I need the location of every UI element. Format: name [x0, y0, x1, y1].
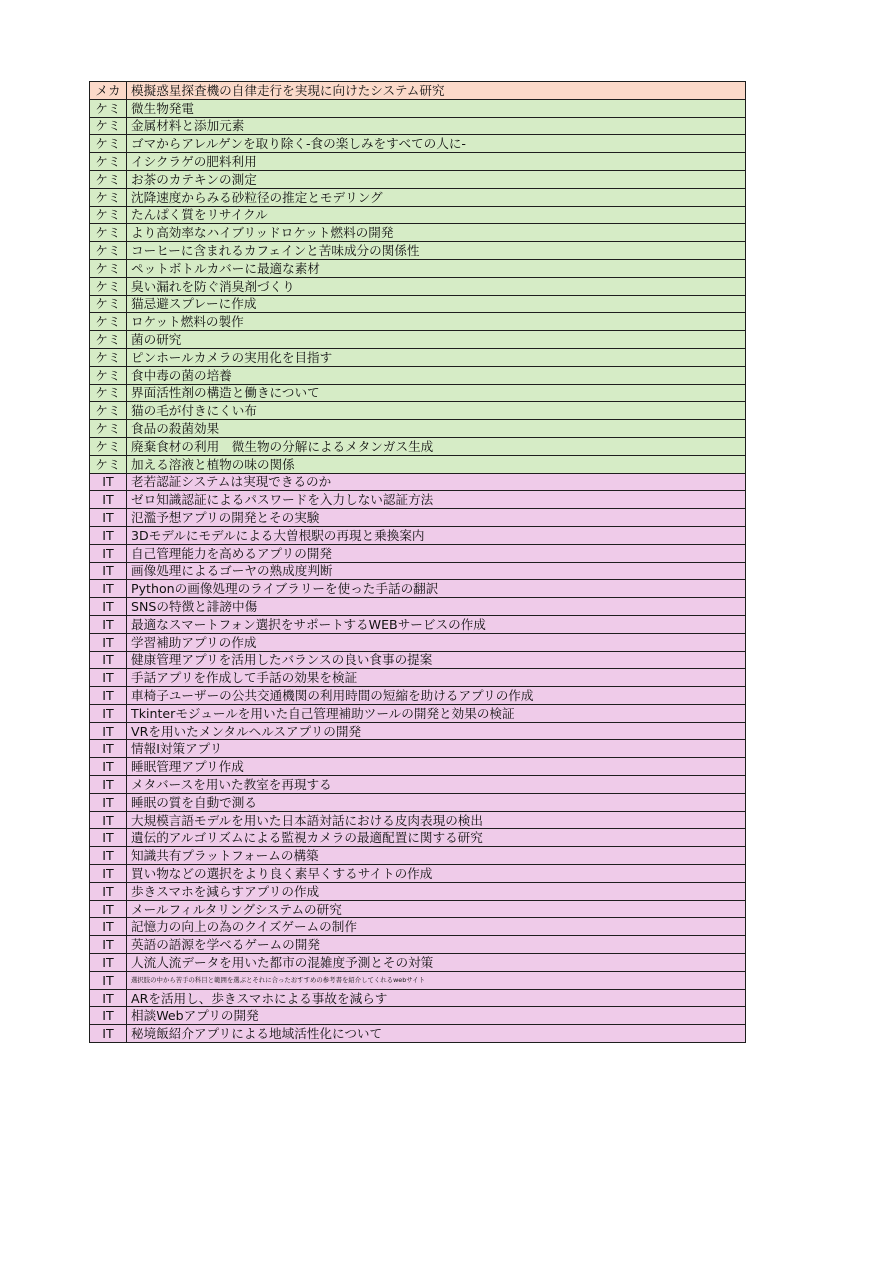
- category-cell: IT: [90, 651, 127, 669]
- table-row: [90, 776, 746, 794]
- table-row: [90, 224, 746, 242]
- table-row: [90, 882, 746, 900]
- research-title-cell: SNSの特徴と誹謗中傷: [127, 598, 746, 616]
- category-cell: IT: [90, 918, 127, 936]
- category-cell: ケミ: [90, 437, 127, 455]
- category-cell: メカ: [90, 82, 127, 100]
- table-row: [90, 402, 746, 420]
- table-row: [90, 295, 746, 313]
- research-title-cell: 英語の語源を学べるゲームの開発: [127, 936, 746, 954]
- category-cell: ケミ: [90, 206, 127, 224]
- category-cell: ケミ: [90, 402, 127, 420]
- table-row: [90, 153, 746, 171]
- table-row: [90, 669, 746, 687]
- table-row: [90, 1025, 746, 1043]
- research-title-cell: 人流人流データを用いた都市の混雑度予測とその対策: [127, 954, 746, 972]
- table-row: [90, 206, 746, 224]
- table-row: [90, 633, 746, 651]
- category-cell: ケミ: [90, 170, 127, 188]
- category-cell: IT: [90, 491, 127, 509]
- research-title-cell: ARを活用し、歩きスマホによる事故を減らす: [127, 989, 746, 1007]
- category-cell: IT: [90, 509, 127, 527]
- table-row: [90, 99, 746, 117]
- research-title-cell: Tkinterモジュールを用いた自己管理補助ツールの開発と効果の検証: [127, 704, 746, 722]
- research-title-cell: メタバースを用いた教室を再現する: [127, 776, 746, 794]
- research-title-cell: ロケット燃料の製作: [127, 313, 746, 331]
- research-title-cell: 3Dモデルにモデルによる大曽根駅の再現と乗換案内: [127, 526, 746, 544]
- research-title-cell: 大規模言語モデルを用いた日本語対話における皮肉表現の検出: [127, 811, 746, 829]
- research-title-cell: より高効率なハイブリッドロケット燃料の開発: [127, 224, 746, 242]
- research-title-cell: 廃棄食材の利用 微生物の分解によるメタンガス生成: [127, 437, 746, 455]
- category-cell: IT: [90, 758, 127, 776]
- table-row: [90, 936, 746, 954]
- category-cell: ケミ: [90, 348, 127, 366]
- table-row: [90, 598, 746, 616]
- category-cell: IT: [90, 1007, 127, 1025]
- category-cell: ケミ: [90, 295, 127, 313]
- table-row: [90, 170, 746, 188]
- category-cell: IT: [90, 1025, 127, 1043]
- category-cell: ケミ: [90, 153, 127, 171]
- table-row: [90, 242, 746, 260]
- research-title-cell: たんぱく質をリサイクル: [127, 206, 746, 224]
- category-cell: IT: [90, 776, 127, 794]
- category-cell: ケミ: [90, 224, 127, 242]
- table-row: [90, 437, 746, 455]
- category-cell: IT: [90, 562, 127, 580]
- research-title-cell: 学習補助アプリの作成: [127, 633, 746, 651]
- category-cell: IT: [90, 740, 127, 758]
- category-cell: IT: [90, 598, 127, 616]
- research-title-cell: 沈降速度からみる砂粒径の推定とモデリング: [127, 188, 746, 206]
- table-row: [90, 455, 746, 473]
- table-row: [90, 758, 746, 776]
- category-cell: ケミ: [90, 277, 127, 295]
- table-row: [90, 313, 746, 331]
- category-cell: IT: [90, 722, 127, 740]
- category-cell: IT: [90, 473, 127, 491]
- category-cell: ケミ: [90, 117, 127, 135]
- table-row: [90, 580, 746, 598]
- table-row: [90, 366, 746, 384]
- table-row: [90, 954, 746, 972]
- category-cell: IT: [90, 615, 127, 633]
- table-row: [90, 259, 746, 277]
- category-cell: ケミ: [90, 135, 127, 153]
- research-title-cell: 菌の研究: [127, 331, 746, 349]
- research-title-cell: イシクラゲの肥料利用: [127, 153, 746, 171]
- category-cell: ケミ: [90, 313, 127, 331]
- research-title-cell: ゼロ知識認証によるパスワードを入力しない認証方法: [127, 491, 746, 509]
- category-cell: IT: [90, 971, 127, 989]
- category-cell: IT: [90, 829, 127, 847]
- research-title-cell: 遺伝的アルゴリズムによる監視カメラの最適配置に関する研究: [127, 829, 746, 847]
- table-row: [90, 526, 746, 544]
- category-cell: IT: [90, 526, 127, 544]
- table-row: [90, 989, 746, 1007]
- research-title-cell: ピンホールカメラの実用化を目指す: [127, 348, 746, 366]
- table-row: [90, 971, 746, 989]
- research-title-cell: コーヒーに含まれるカフェインと苦味成分の関係性: [127, 242, 746, 260]
- research-title-cell: ペットボトルカバーに最適な素材: [127, 259, 746, 277]
- research-title-cell: メールフィルタリングシステムの研究: [127, 900, 746, 918]
- research-title-cell: 睡眠の質を自動で測る: [127, 793, 746, 811]
- table-row: [90, 117, 746, 135]
- table-row: [90, 918, 746, 936]
- research-title-cell: ゴマからアレルゲンを取り除く-食の楽しみをすべての人に-: [127, 135, 746, 153]
- table-row: [90, 615, 746, 633]
- table-row: [90, 704, 746, 722]
- research-title-cell: 最適なスマートフォン選択をサポートするWEBサービスの作成: [127, 615, 746, 633]
- research-title-cell: 車椅子ユーザーの公共交通機関の利用時間の短縮を助けるアプリの作成: [127, 687, 746, 705]
- table-row: [90, 722, 746, 740]
- research-title-cell: 記憶力の向上の為のクイズゲームの制作: [127, 918, 746, 936]
- research-title-cell: 知識共有プラットフォームの構築: [127, 847, 746, 865]
- research-title-cell: 健康管理アプリを活用したバランスの良い食事の提案: [127, 651, 746, 669]
- category-cell: IT: [90, 687, 127, 705]
- research-title-cell: 食品の殺菌効果: [127, 420, 746, 438]
- category-cell: ケミ: [90, 366, 127, 384]
- table-row: [90, 135, 746, 153]
- category-cell: ケミ: [90, 99, 127, 117]
- category-cell: ケミ: [90, 188, 127, 206]
- research-title-cell: 臭い漏れを防ぐ消臭剤づくり: [127, 277, 746, 295]
- table-row: [90, 509, 746, 527]
- table-row: [90, 82, 746, 100]
- table-row: [90, 793, 746, 811]
- research-title-cell: 加える溶液と植物の味の関係: [127, 455, 746, 473]
- research-title-cell: 情報Ⅰ対策アプリ: [127, 740, 746, 758]
- table-row: [90, 188, 746, 206]
- research-topic-table: [89, 81, 746, 1043]
- table-row: [90, 687, 746, 705]
- category-cell: IT: [90, 900, 127, 918]
- category-cell: ケミ: [90, 384, 127, 402]
- research-title-cell: 微生物発電: [127, 99, 746, 117]
- research-title-cell: 模擬惑星探査機の自律走行を実現に向けたシステム研究: [127, 82, 746, 100]
- category-cell: IT: [90, 989, 127, 1007]
- research-title-cell: VRを用いたメンタルヘルスアプリの開発: [127, 722, 746, 740]
- category-cell: IT: [90, 847, 127, 865]
- category-cell: IT: [90, 669, 127, 687]
- research-title-cell: 猫忌避スプレーに作成: [127, 295, 746, 313]
- table-row: [90, 829, 746, 847]
- table-row: [90, 348, 746, 366]
- category-cell: IT: [90, 865, 127, 883]
- table-row: [90, 420, 746, 438]
- research-title-cell: 老若認証システムは実現できるのか: [127, 473, 746, 491]
- table-row: [90, 544, 746, 562]
- category-cell: IT: [90, 793, 127, 811]
- research-title-cell: 相談Webアプリの開発: [127, 1007, 746, 1025]
- table-row: [90, 331, 746, 349]
- research-title-cell: 睡眠管理アプリ作成: [127, 758, 746, 776]
- category-cell: ケミ: [90, 259, 127, 277]
- category-cell: ケミ: [90, 242, 127, 260]
- research-title-cell: 自己管理能力を高めるアプリの開発: [127, 544, 746, 562]
- table-row: [90, 1007, 746, 1025]
- table-row: [90, 900, 746, 918]
- table-row: [90, 811, 746, 829]
- category-cell: ケミ: [90, 455, 127, 473]
- category-cell: IT: [90, 954, 127, 972]
- table-row: [90, 491, 746, 509]
- table-row: [90, 651, 746, 669]
- research-title-cell: 手話アプリを作成して手話の効果を検証: [127, 669, 746, 687]
- category-cell: IT: [90, 580, 127, 598]
- research-title-cell: 歩きスマホを減らすアプリの作成: [127, 882, 746, 900]
- category-cell: IT: [90, 811, 127, 829]
- category-cell: IT: [90, 936, 127, 954]
- table-row: [90, 562, 746, 580]
- research-title-cell: 買い物などの選択をより良く素早くするサイトの作成: [127, 865, 746, 883]
- table-row: [90, 865, 746, 883]
- table-row: [90, 277, 746, 295]
- category-cell: IT: [90, 704, 127, 722]
- table-row: [90, 847, 746, 865]
- research-title-cell: 猫の毛が付きにくい布: [127, 402, 746, 420]
- table-row: [90, 384, 746, 402]
- category-cell: IT: [90, 633, 127, 651]
- table-row: [90, 740, 746, 758]
- research-title-cell: 食中毒の菌の培養: [127, 366, 746, 384]
- research-title-cell: 界面活性剤の構造と働きについて: [127, 384, 746, 402]
- category-cell: IT: [90, 882, 127, 900]
- research-title-cell: Pythonの画像処理のライブラリーを使った手話の翻訳: [127, 580, 746, 598]
- category-cell: ケミ: [90, 420, 127, 438]
- research-title-cell: 金属材料と添加元素: [127, 117, 746, 135]
- table-row: [90, 473, 746, 491]
- research-title-cell: お茶のカテキンの測定: [127, 170, 746, 188]
- table-body: [90, 82, 746, 1043]
- category-cell: ケミ: [90, 331, 127, 349]
- research-title-cell: 秘境飯紹介アプリによる地域活性化について: [127, 1025, 746, 1043]
- research-title-cell: 氾濫予想アプリの開発とその実験: [127, 509, 746, 527]
- research-title-cell: 選択肢の中から苦手の科目と範囲を選ぶとそれに合ったおすすめの参考書を紹介してくれるwebサイト: [127, 971, 746, 989]
- category-cell: IT: [90, 544, 127, 562]
- research-title-cell: 画像処理によるゴーヤの熟成度判断: [127, 562, 746, 580]
